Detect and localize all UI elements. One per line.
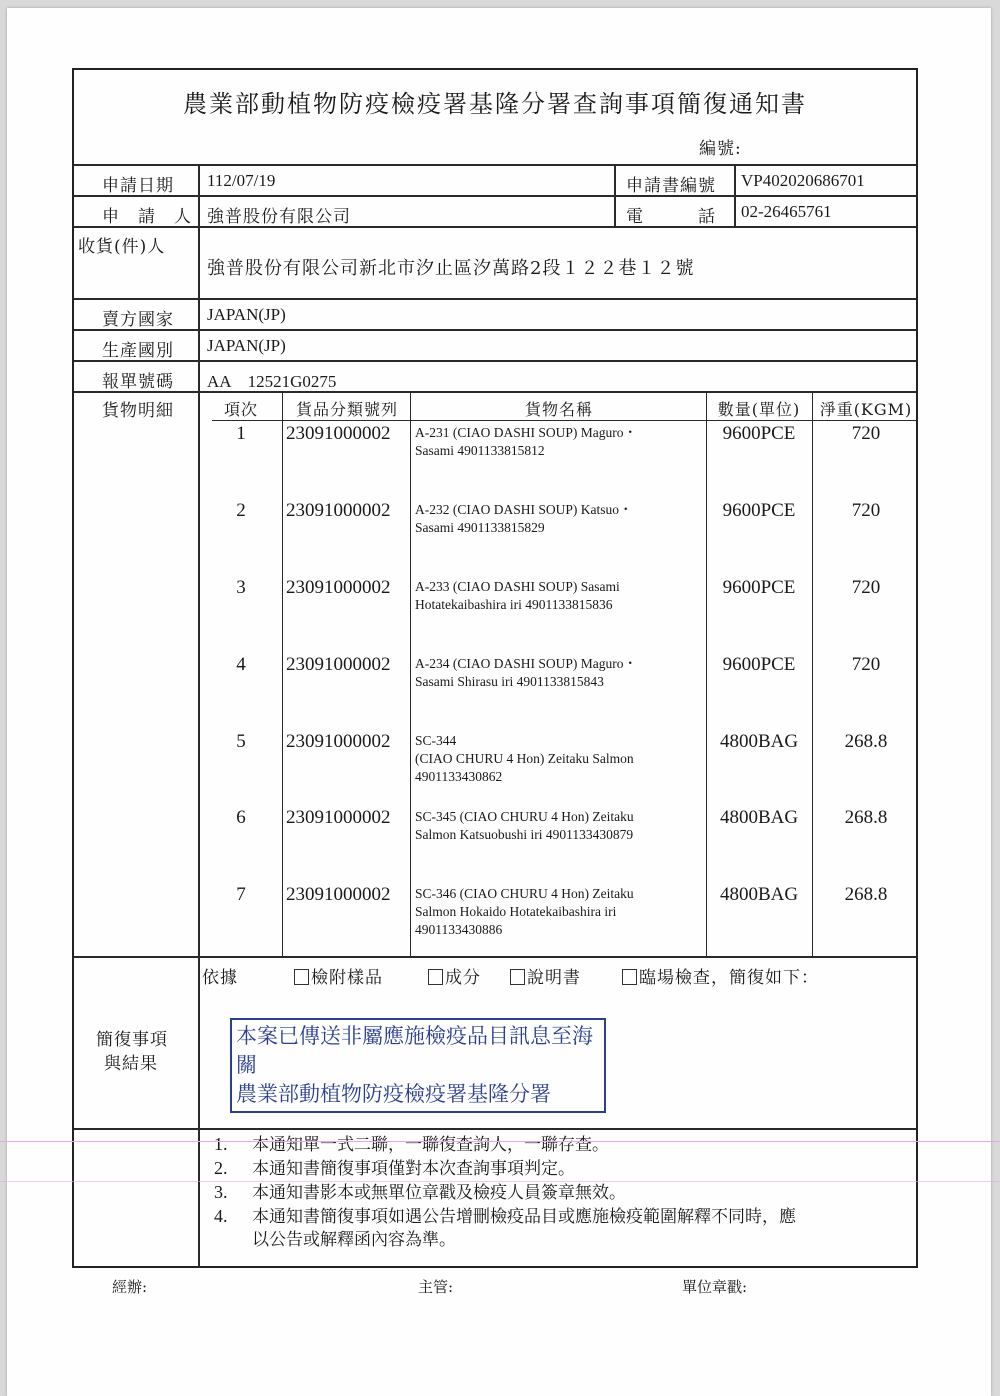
item-no: 2 — [236, 500, 246, 521]
item-no: 4 — [236, 654, 246, 675]
divider — [734, 164, 736, 226]
hs-code: 23091000002 — [286, 500, 391, 521]
goods-name: SC-344 (CIAO CHURU 4 Hon) Zeitaku Salmon 4901133430862 — [415, 733, 634, 784]
consignee-label: 收貨(件)人 — [78, 237, 166, 257]
divider — [74, 1128, 918, 1130]
applicant-label: 申 請 人 — [102, 207, 192, 227]
application-no-value: VP402020686701 — [741, 171, 865, 190]
divider — [74, 360, 918, 362]
phone-label: 電 話 — [626, 207, 716, 227]
divider — [614, 164, 616, 226]
official-stamp — [230, 1018, 606, 1113]
stamp-line: 農業部動植物防疫檢疫署基隆分署 — [236, 1082, 551, 1106]
seller-country-value: JAPAN(JP) — [207, 305, 286, 324]
result-section-label-2: 與結果 — [104, 1054, 158, 1074]
quantity: 9600PCE — [722, 654, 796, 675]
checkbox-sample[interactable]: 檢附樣品 — [294, 963, 383, 988]
consignee-value: 強普股份有限公司新北市汐止區汐萬路2段１２２巷１２號 — [207, 258, 695, 279]
quantity: 9600PCE — [722, 500, 796, 521]
column-header-quantity: 數量(單位) — [717, 400, 801, 419]
quantity: 9600PCE — [722, 577, 796, 598]
divider — [282, 391, 283, 956]
net-weight: 720 — [851, 500, 881, 521]
applicant-value: 強普股份有限公司 — [207, 207, 351, 227]
note-item-continuation: 以公告或解釋函內容為準。 — [252, 1230, 456, 1250]
stamp-line: 本案已傳送非屬應施檢疫品目訊息至海關 — [236, 1024, 593, 1077]
divider — [74, 298, 918, 300]
unit-seal-label: 單位章戳: — [682, 1278, 748, 1296]
quantity: 9600PCE — [722, 423, 796, 444]
divider — [74, 391, 918, 393]
checkbox-ingredients[interactable]: 成分 — [428, 963, 481, 988]
quantity: 4800BAG — [719, 731, 799, 752]
checkbox-icon[interactable] — [622, 969, 637, 985]
net-weight: 268.8 — [844, 807, 888, 828]
divider — [812, 391, 813, 956]
note-item: 2. 本通知書簡復事項僅對本次查詢事項判定。 — [214, 1158, 575, 1179]
scan-artifact-line — [0, 1181, 1000, 1182]
handler-label: 經辦: — [112, 1278, 148, 1296]
quantity: 4800BAG — [719, 884, 799, 905]
supervisor-label: 主管: — [418, 1278, 454, 1296]
scan-artifact-line — [0, 1141, 1000, 1142]
column-header-goods-name: 貨物名稱 — [524, 400, 593, 419]
goods-name: SC-345 (CIAO CHURU 4 Hon) Zeitaku Salmon Katsuobushi iri 4901133430879 — [415, 809, 634, 842]
hs-code: 23091000002 — [286, 884, 391, 905]
net-weight: 268.8 — [844, 884, 888, 905]
item-no: 3 — [236, 577, 246, 598]
hs-code: 23091000002 — [286, 577, 391, 598]
hs-code: 23091000002 — [286, 731, 391, 752]
divider — [74, 164, 918, 166]
checkbox-icon[interactable] — [510, 969, 525, 985]
origin-country-value: JAPAN(JP) — [207, 336, 286, 355]
divider — [410, 391, 411, 956]
goods-name: A-233 (CIAO DASHI SOUP) Sasami Hotatekaibashira iri 4901133815836 — [415, 579, 620, 612]
item-no: 7 — [236, 884, 246, 905]
divider — [74, 956, 918, 958]
result-section-label-1: 簡復事項 — [96, 1030, 168, 1050]
column-header-net-weight: 淨重(KGM) — [819, 400, 913, 419]
goods-section-label: 貨物明細 — [102, 401, 174, 421]
divider — [198, 164, 200, 1268]
checkbox-icon[interactable] — [428, 969, 443, 985]
note-item: 1. 本通知單一式二聯，一聯復查詢人，一聯存查。 — [214, 1134, 609, 1155]
apply-date-label: 申請日期 — [102, 176, 174, 196]
hs-code: 23091000002 — [286, 807, 391, 828]
item-no: 1 — [236, 423, 246, 444]
seller-country-label: 賣方國家 — [102, 310, 174, 330]
application-no-label: 申請書編號 — [626, 176, 716, 196]
goods-name: A-231 (CIAO DASHI SOUP) Maguro・ Sasami 4901133815812 — [415, 425, 637, 458]
goods-name: A-234 (CIAO DASHI SOUP) Maguro・ Sasami Shirasu iri 4901133815843 — [415, 656, 637, 689]
item-no: 6 — [236, 807, 246, 828]
checkbox-onsite-inspection[interactable]: 臨場檢查，簡復如下： — [622, 963, 819, 988]
goods-name: A-232 (CIAO DASHI SOUP) Katsuo・ Sasami 4901133815829 — [415, 502, 633, 535]
net-weight: 268.8 — [844, 731, 888, 752]
serial-label: 編號: — [699, 139, 742, 159]
apply-date-value: 112/07/19 — [207, 171, 276, 190]
note-item: 4. 本通知書簡復事項如遇公告增刪檢疫品目或應施檢疫範圍解釋不同時，應 — [214, 1206, 796, 1227]
hs-code: 23091000002 — [286, 423, 391, 444]
divider — [74, 329, 918, 331]
net-weight: 720 — [851, 654, 881, 675]
checkbox-icon[interactable] — [294, 969, 309, 985]
hs-code: 23091000002 — [286, 654, 391, 675]
basis-label: 依據 — [202, 968, 238, 988]
net-weight: 720 — [851, 423, 881, 444]
net-weight: 720 — [851, 577, 881, 598]
declaration-no-label: 報單號碼 — [102, 372, 174, 392]
quantity: 4800BAG — [719, 807, 799, 828]
form-frame — [72, 68, 918, 1268]
checkbox-manual[interactable]: 說明書 — [510, 963, 581, 988]
item-no: 5 — [236, 731, 246, 752]
divider — [74, 195, 918, 197]
column-header-hs-code: 貨品分類號列 — [295, 400, 398, 419]
origin-country-label: 生產國別 — [102, 341, 174, 361]
phone-value: 02-26465761 — [741, 202, 832, 221]
note-item: 3. 本通知書影本或無單位章戳及檢疫人員簽章無效。 — [214, 1182, 626, 1203]
document-title: 農業部動植物防疫檢疫署基隆分署查詢事項簡復通知書 — [183, 90, 807, 118]
divider — [74, 226, 918, 228]
column-header-item: 項次 — [223, 400, 258, 419]
declaration-no-value: AA 12521G0275 — [207, 372, 337, 391]
goods-name: SC-346 (CIAO CHURU 4 Hon) Zeitaku Salmon Hokaido Hotatekaibashira iri 4901133430886 — [415, 886, 634, 937]
